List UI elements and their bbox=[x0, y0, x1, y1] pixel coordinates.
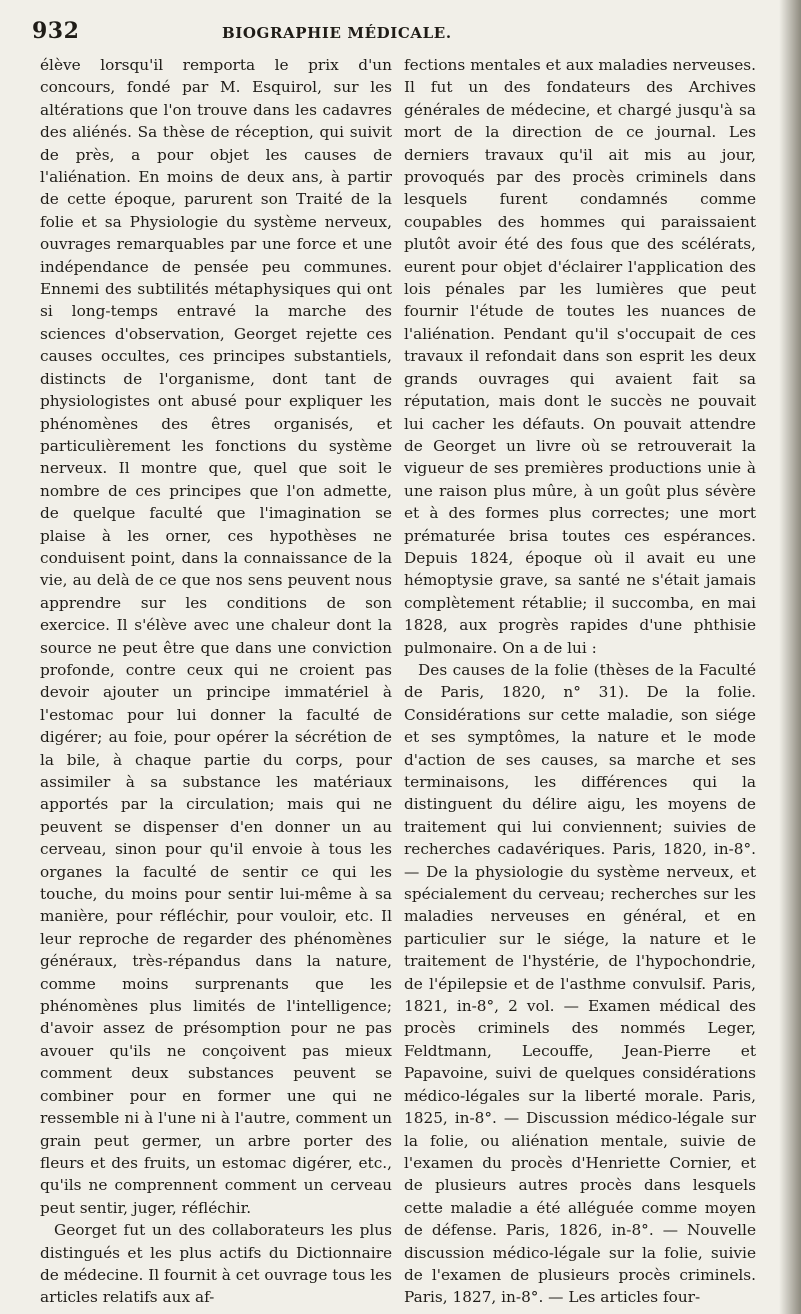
page-header bbox=[22, 18, 781, 48]
page-edge-shadow bbox=[779, 0, 801, 1314]
left-paragraph-1: élève lorsqu'il remporta le prix d'un concours, fondé par M. Esquirol, sur les altérations que l'on trouve dans les cadavres des aliénés. Sa thèse de réception, qui suivit de près, a pour objet les causes de l'aliénation. En moins de deux ans, à partir de cette époque, parurent son Traité de la folie et sa Physiologie du système nerveux, ouvrages remarquables par une force et une indépendance de pensée peu communes. Ennemi des subtilités métaphysiques qui ont si long-temps entravé la marche des sciences d'observation, Georget rejette ces causes occultes, ces principes substantiels, distincts de l'organisme, dont tant de physiologistes ont abusé pour expliquer les phénomènes des êtres organisés, et particulièrement les fonctions du système nerveux. Il montre que, quel que soit le nombre de ces principes que l'on admette, de quelque faculté que l'imagination se plaise à les orner, ces hypothèses ne conduisent point, dans la connaissance de la vie, au delà de ce que nos sens peuvent nous apprendre sur les conditions de son exercice. Il s'élève avec une chaleur dont la source ne peut être que dans une conviction profonde, contre ceux qui ne croient pas devoir ajouter un principe immatériel à l'estomac pour lui donner la faculté de digérer; au foie, pour opérer la sécrétion de la bile, à chaque partie du corps, pour assimiler à sa substance les matériaux apportés par la circulation; mais qui ne peuvent se dispenser d'en donner un au cerveau, sinon pour qu'il envoie à tous les organes la faculté de sentir ce qui les touche, du moins pour sentir lui-même à sa manière, pour réfléchir, pour vouloir, etc. Il leur reproche de regarder des phénomènes généraux, très-répandus dans la nature, comme moins surprenants que les phénomènes plus limités de l'intelligence; d'avoir assez de présomption pour ne pas avouer qu'ils ne conçoivent pas mieux comment deux substances peuvent se combiner pour en former une qui ne ressemble ni à l'une ni à l'autre, comment un grain peut germer, un arbre porter des fleurs et des fruits, un estomac digérer, etc., qu'ils ne comprennent comment un cerveau peut sentir, juger, réfléchir. bbox=[40, 56, 392, 1217]
right-paragraph-2: Des causes de la folie (thèses de la Faculté de Paris, 1820, n° 31). De la folie. Considérations sur cette maladie, son siége et ses symptômes, la nature et le mode d'action de ses causes, sa marche et ses terminaisons, les différences qui la distinguent du délire aigu, les moyens de traitement qui lui conviennent; suivies de recherches cadavériques. Paris, 1820, in-8°. — De la physiologie du système nerveux, et spécialement du cerveau; recherches sur les maladies nerveuses en général, et en particulier sur le siége, la nature et le traitement de l'hystérie, de l'hypochondrie, de l'épilepsie et de l'asthme convulsif. Paris, 1821, in-8°, 2 vol. — Examen médical des procès criminels des nommés Leger, Feldtmann, Lecouffe, Jean-Pierre et Papavoine, suivi de quelques considérations médico-légales sur la liberté morale. Paris, 1825, in-8°. — Discussion médico-légale sur la folie, ou aliénation mentale, suivie de l'examen du procès d'Henriette Cornier, et de plusieurs autres procès dans lesquels cette maladie a été alléguée comme moyen de défense. Paris, 1826, in-8°. — Nouvelle discussion médico-légale sur la folie, suivie de l'examen de plusieurs procès criminels. Paris, 1827, in-8°. — Les articles four- bbox=[404, 660, 756, 1307]
left-paragraph-2: Georget fut un des collaborateurs les plus distingués et les plus actifs du Dictionnaire de médecine. Il fournit à cet ouvrage tous les articles relatifs aux af- bbox=[40, 1221, 392, 1307]
running-title: BIOGRAPHIE MÉDICALE. bbox=[222, 24, 452, 42]
page-number: 932 bbox=[32, 18, 80, 44]
left-column bbox=[40, 54, 392, 1309]
right-column bbox=[404, 54, 756, 1309]
right-paragraph-1: fections mentales et aux maladies nerveuses. Il fut un des fondateurs des Archives générales de médecine, et chargé jusqu'à sa mort de la direction de ce journal. Les derniers travaux qu'il ait mis au jour, provoqués par des procès criminels dans lesquels furent condamnés comme coupables des hommes qui paraissaient plutôt avoir été des fous que des scélérats, eurent pour objet d'éclairer l'application des lois pénales par les lumières que peut fournir l'étude de toutes les nuances de l'aliénation. Pendant qu'il s'occupait de ces travaux il refondait dans son esprit les deux grands ouvrages qui avaient fait sa réputation, mais dont le succès ne pouvait lui cacher les défauts. On pouvait attendre de Georget un livre où se retrouverait la vigueur de ses premières productions unie à une raison plus mûre, à un goût plus sévère et à des formes plus correctes; une mort prématurée brisa toutes ces espérances. Depuis 1824, époque où il avait eu une hémoptysie grave, sa santé ne s'était jamais complètement rétablie; il succomba, en mai 1828, aux progrès rapides d'une phthisie pulmonaire. On a de lui : bbox=[404, 56, 756, 657]
